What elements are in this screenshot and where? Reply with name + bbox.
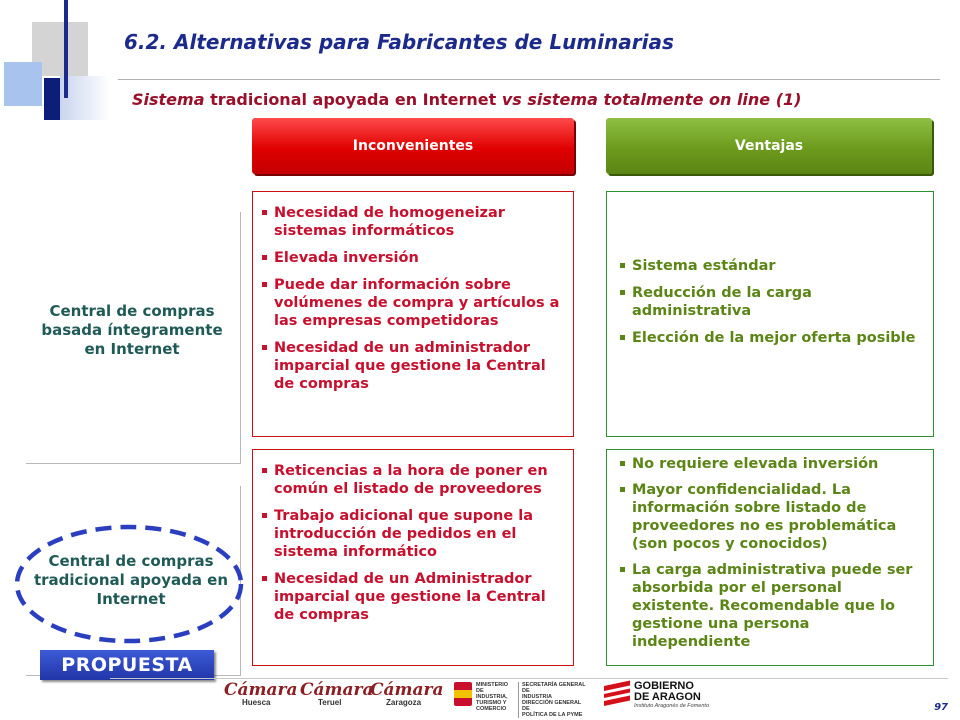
row1-label: Central de compras basada íntegramente en Internet — [41, 302, 223, 358]
gobierno-line-1: GOBIERNO — [634, 680, 694, 692]
list-item: Sistema estándar — [615, 257, 925, 275]
list-item: Reticencias a la hora de poner en común el listado de proveedores — [257, 462, 565, 498]
list-item: Elección de la mejor oferta posible — [615, 329, 925, 347]
row2-cons-list — [257, 462, 565, 624]
list-item: Necesidad de un Administrador imparcial que gestione la Central de compras — [257, 570, 565, 624]
row1-cons-box — [252, 191, 574, 437]
subtitle-part-2: tradicional apoyada en Internet — [204, 90, 502, 109]
ministerio-logo — [454, 680, 586, 718]
ministry-name — [476, 682, 516, 712]
row1-pros-list — [615, 257, 925, 347]
row2-pros-box — [606, 449, 934, 666]
header-inconvenientes: Inconvenientes — [252, 118, 574, 174]
corner-logo — [0, 0, 120, 120]
camara-zaragoza-logo — [370, 680, 444, 707]
camara-city: Zaragoza — [386, 698, 422, 707]
gobierno-aragon-logo — [604, 678, 724, 712]
gobierno-line-2: DE ARAGON — [634, 691, 701, 703]
camara-brand: Cámara — [224, 680, 298, 700]
row1-bracket-vertical — [240, 212, 241, 464]
list-item: La carga administrativa puede ser absorbida por el personal existente. Recomendable que lo gestione una persona independiente — [615, 561, 927, 651]
secretaria-name — [518, 682, 590, 718]
page-title: 6.2. Alternativas para Fabricantes de Luminarias — [124, 30, 674, 54]
coat-of-arms-icon — [454, 682, 472, 706]
row1-cons-list — [257, 204, 565, 393]
list-item: Mayor confidencialidad. La información sobre listado de proveedores no es problemática (son pocos y conocidos) — [615, 481, 927, 553]
list-item: Elevada inversión — [257, 249, 565, 267]
secretaria-line: DIRECCIÓN GENERAL DE — [522, 700, 582, 712]
ministry-line: TURISMO Y — [476, 700, 507, 706]
subtitle-part-1: Sistema — [132, 90, 205, 109]
row1-bracket-bottom — [26, 463, 241, 464]
row2-pros-list — [615, 455, 927, 651]
secretaria-line: INDUSTRIA — [522, 694, 552, 700]
list-item: Puede dar información sobre volúmenes de compra y artículos a las empresas competidoras — [257, 276, 565, 330]
header-ventajas: Ventajas — [606, 118, 932, 174]
camara-huesca-logo — [224, 680, 298, 707]
camara-brand: Cámara — [370, 680, 444, 700]
row2-cons-box — [252, 449, 574, 666]
camara-teruel-logo — [300, 680, 374, 707]
secretaria-line: SECRETARÍA GENERAL DE — [522, 682, 586, 694]
list-item: Reducción de la carga administrativa — [615, 284, 925, 320]
list-item: Trabajo adicional que supone la introducción de pedidos en el sistema informático — [257, 507, 565, 561]
row1-pros-box — [606, 191, 934, 437]
title-divider — [118, 79, 940, 80]
page-subtitle — [132, 90, 801, 109]
gobierno-subtitle: Instituto Aragonés de Fomento — [634, 703, 710, 709]
row2-label: Central de compras tradicional apoyada en Internet — [33, 552, 229, 608]
list-item: Necesidad de un administrador imparcial que gestione la Central de compras — [257, 339, 565, 393]
footer-divider — [110, 678, 948, 679]
camara-city: Huesca — [242, 698, 271, 707]
ministry-line: DE INDUSTRIA, — [476, 688, 508, 700]
camara-brand: Cámara — [300, 680, 374, 700]
secretaria-line: POLÍTICA DE LA PYME — [522, 712, 583, 718]
camara-city: Teruel — [318, 698, 342, 707]
list-item: Necesidad de homogeneizar sistemas informáticos — [257, 204, 565, 240]
ministry-line: MINISTERIO — [476, 682, 509, 688]
aragon-flag-icon — [604, 680, 630, 706]
page-number: 97 — [934, 702, 948, 713]
propuesta-badge: PROPUESTA — [40, 650, 214, 680]
ministry-line: COMERCIO — [476, 706, 507, 712]
subtitle-part-3: vs sistema totalmente on line (1) — [501, 90, 802, 109]
list-item: No requiere elevada inversión — [615, 455, 927, 473]
